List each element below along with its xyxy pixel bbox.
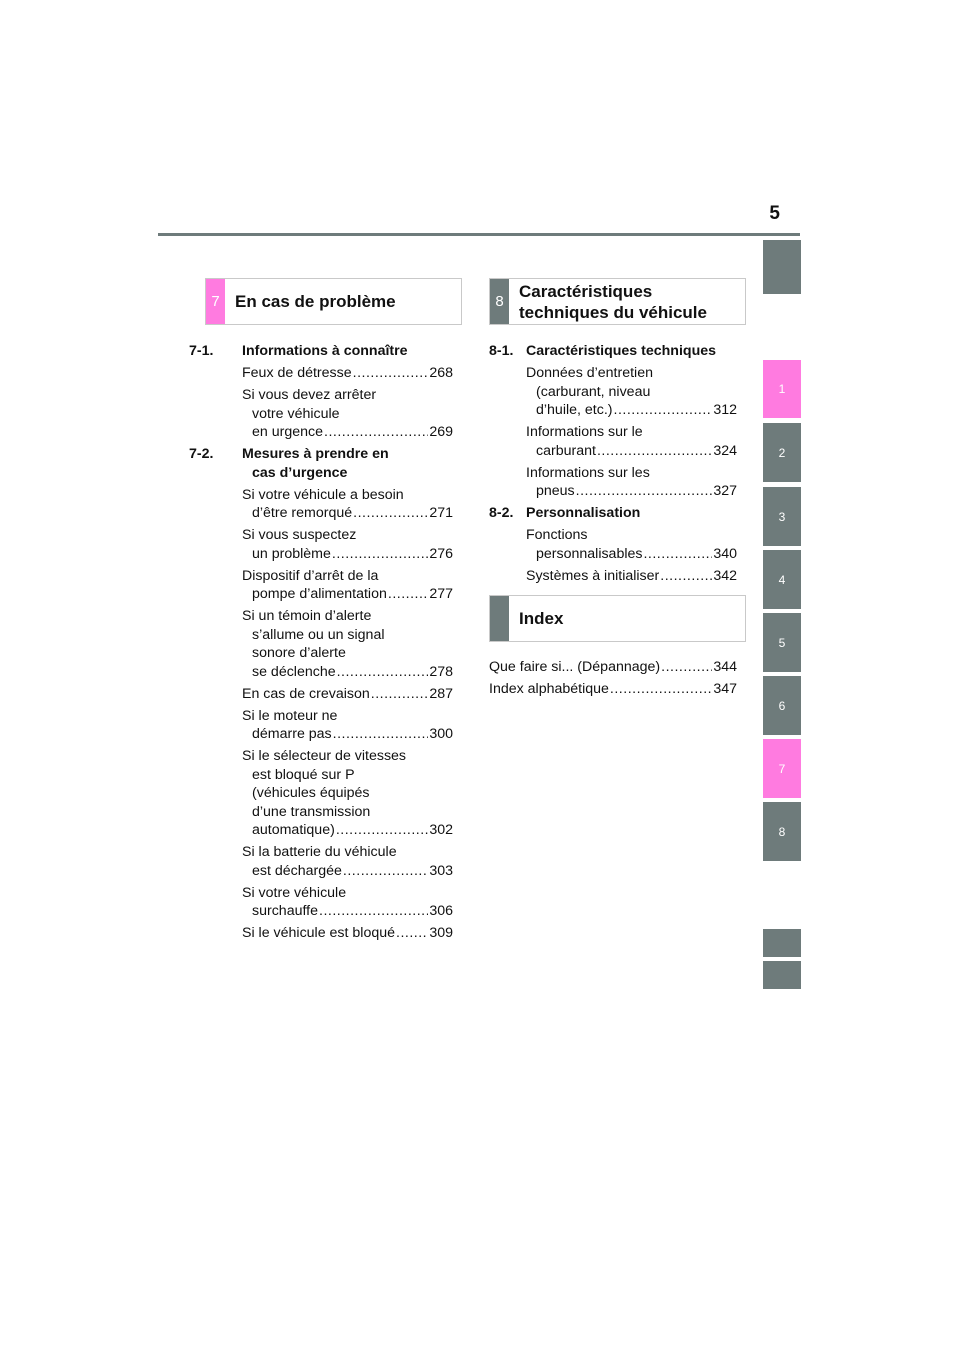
side-tab-6[interactable] xyxy=(763,676,801,735)
toc-page-number: 287 xyxy=(429,685,453,702)
section-7-header[interactable] xyxy=(205,278,462,325)
toc-page-number: 306 xyxy=(429,903,453,919)
toc-entry-text: automatique) xyxy=(252,822,335,838)
toc-entry-text: pneus xyxy=(536,483,575,499)
leader-dots xyxy=(333,725,429,744)
toc-entry-text: est bloqué sur P xyxy=(252,766,355,783)
index-section-title: Index xyxy=(519,609,564,628)
toc-entry-text: carburant xyxy=(536,442,596,459)
toc-entry[interactable] xyxy=(526,423,737,460)
toc-page-number: 312 xyxy=(713,402,737,418)
leader-dots xyxy=(343,862,428,881)
toc-entry[interactable] xyxy=(526,526,737,563)
toc-entry-text: démarre pas xyxy=(252,726,332,742)
toc-entry-text: Dispositif d’arrêt de la xyxy=(242,567,379,584)
toc-entry-text: Si le sélecteur de vitesses xyxy=(242,748,407,764)
section-7-title: En cas de problème xyxy=(235,292,396,311)
leader-dots xyxy=(332,545,428,564)
leader-dots xyxy=(336,821,429,840)
section-8-title-line: techniques du véhicule xyxy=(519,302,707,322)
toc-entry-text: Si le véhicule est bloqué xyxy=(242,925,396,941)
toc-entry[interactable] xyxy=(242,526,453,563)
toc-page-number: 303 xyxy=(429,862,453,879)
toc-entry-text: en urgence xyxy=(252,424,323,440)
toc-entry-text: Informations sur les xyxy=(526,464,650,481)
toc-entry-text: d’être remorqué xyxy=(252,505,353,521)
toc-page-number: 276 xyxy=(429,545,453,562)
subsection-title: Personnalisation xyxy=(526,505,641,521)
side-tab-2[interactable] xyxy=(763,423,801,482)
toc-entry[interactable] xyxy=(526,567,737,586)
side-tab-blank-lower-2[interactable] xyxy=(763,961,801,989)
toc-entry-text: Fonctions xyxy=(526,527,588,543)
toc-entry-text: Si vous devez arrêter xyxy=(242,387,377,403)
toc-page-number: 268 xyxy=(429,365,453,381)
toc-entry-text: s’allume ou un signal xyxy=(252,626,385,643)
toc-entry[interactable] xyxy=(526,364,737,420)
toc-entry-text: Si votre véhicule a besoin xyxy=(242,486,404,503)
toc-entry-text: personnalisables xyxy=(536,545,643,562)
side-tab-3[interactable] xyxy=(763,487,801,546)
toc-entry-text: d’une transmission xyxy=(252,803,371,820)
leader-dots xyxy=(388,585,428,604)
section-8-title-line: Caractéristiques xyxy=(519,281,653,301)
side-tab-1-label: 1 xyxy=(778,382,786,396)
side-tab-1[interactable] xyxy=(763,360,801,418)
leader-dots xyxy=(371,685,429,704)
toc-entry-text: Si le moteur ne xyxy=(242,707,338,724)
side-tab-blank-top[interactable] xyxy=(763,240,801,294)
toc-entry-text: sonore d’alerte xyxy=(252,645,346,661)
toc-entry-text: se déclenche xyxy=(252,663,336,680)
toc-page-number: 327 xyxy=(713,483,737,499)
toc-entry-text: est déchargée xyxy=(252,862,342,879)
toc-entry-text: d’huile, etc.) xyxy=(536,402,613,418)
toc-entry[interactable] xyxy=(242,486,453,523)
toc-entry[interactable] xyxy=(242,567,453,604)
side-tab-5[interactable] xyxy=(763,613,801,672)
toc-entry-text: Informations sur le xyxy=(526,424,643,440)
toc-page-number: 269 xyxy=(429,424,453,440)
toc-entry-text: Si un témoin d’alerte xyxy=(242,608,372,624)
subsection-number: 7-1. xyxy=(189,343,214,359)
toc-entry-text: En cas de crevaison xyxy=(242,685,370,702)
toc-entry-text: votre véhicule xyxy=(252,405,340,422)
side-tab-4-label: 4 xyxy=(778,572,786,587)
toc-page-number: 277 xyxy=(429,586,453,602)
subsection-number: 8-1. xyxy=(489,343,514,359)
leader-dots xyxy=(324,423,428,442)
toc-entry-text: Données d’entretien xyxy=(526,365,653,381)
toc-entry[interactable] xyxy=(242,364,453,383)
leader-dots xyxy=(597,442,712,461)
leader-dots xyxy=(661,658,712,677)
leader-dots xyxy=(576,482,713,501)
toc-entry[interactable] xyxy=(242,685,453,704)
toc-page-number: 300 xyxy=(429,726,453,742)
leader-dots xyxy=(396,924,428,943)
toc-entry-text: surchauffe xyxy=(252,903,318,919)
toc-page-number: 347 xyxy=(713,681,737,697)
toc-entry-text: Que faire si... (Dépannage) xyxy=(489,659,661,675)
toc-entry[interactable] xyxy=(489,680,737,699)
toc-entry[interactable] xyxy=(242,747,453,840)
leader-dots xyxy=(660,567,712,586)
toc-page-number: 278 xyxy=(429,663,453,680)
leader-dots xyxy=(353,364,429,383)
toc-entry-text: un problème xyxy=(252,545,331,562)
side-tab-7-label: 7 xyxy=(778,761,786,776)
toc-page-number: 302 xyxy=(429,822,453,838)
side-tab-4[interactable] xyxy=(763,550,801,609)
subsection-title: cas d’urgence xyxy=(252,464,348,481)
section-8-header[interactable] xyxy=(489,278,746,325)
toc-entry[interactable] xyxy=(242,924,453,943)
leader-dots xyxy=(643,545,712,564)
side-tab-5-label: 5 xyxy=(778,635,786,650)
leader-dots xyxy=(319,902,428,921)
subsection-heading[interactable] xyxy=(489,504,737,523)
toc-page-number: 340 xyxy=(713,545,737,562)
toc-entry-text: (véhicules équipés xyxy=(252,785,370,801)
index-section-header[interactable] xyxy=(489,595,746,642)
page-number: 5 xyxy=(769,203,780,224)
side-tab-8[interactable] xyxy=(763,802,801,861)
toc-page-number: 324 xyxy=(713,442,737,459)
toc-entry[interactable] xyxy=(242,386,453,442)
section-8-title xyxy=(509,279,707,324)
toc-entry[interactable] xyxy=(242,707,453,744)
side-tab-6-label: 6 xyxy=(778,698,786,713)
toc-entry-text: pompe d’alimentation xyxy=(252,586,387,602)
toc-entry[interactable] xyxy=(242,884,453,921)
toc-entry-text: Feux de détresse xyxy=(242,365,352,381)
leader-dots xyxy=(337,663,429,682)
side-tab-2-label: 2 xyxy=(778,445,786,460)
toc-entry-text: Index alphabétique xyxy=(489,681,609,697)
index-section-marker xyxy=(490,596,509,641)
side-tab-8-label: 8 xyxy=(778,824,786,839)
section-8-number: 8 xyxy=(490,279,509,324)
toc-page-number: 309 xyxy=(429,925,453,941)
toc-entry-text: Si votre véhicule xyxy=(242,884,347,901)
toc-page-number: 271 xyxy=(429,505,453,521)
side-tab-3-label: 3 xyxy=(778,509,786,524)
toc-entry[interactable] xyxy=(242,607,453,681)
toc-entry-text: Si vous suspectez xyxy=(242,527,357,543)
toc-entry-text: Systèmes à initialiser xyxy=(526,567,660,584)
toc-entry[interactable] xyxy=(489,658,737,677)
toc-entry[interactable] xyxy=(526,464,737,501)
section-7-toc xyxy=(189,342,453,946)
toc-page-number: 344 xyxy=(713,659,737,675)
header-divider xyxy=(158,233,800,236)
toc-page-number: 342 xyxy=(713,567,737,584)
toc-entry[interactable] xyxy=(242,843,453,880)
subsection-title: Mesures à prendre en xyxy=(242,446,389,462)
section-7-number: 7 xyxy=(206,279,225,324)
leader-dots xyxy=(614,401,713,420)
subsection-title: Caractéristiques techniques xyxy=(526,343,717,359)
leader-dots xyxy=(353,504,428,523)
subsection-heading[interactable] xyxy=(189,445,453,482)
toc-entry-text: (carburant, niveau xyxy=(536,383,651,400)
index-toc xyxy=(489,658,737,702)
subsection-heading[interactable] xyxy=(189,342,453,361)
subsection-number: 7-2. xyxy=(189,446,214,462)
section-8-toc xyxy=(489,342,737,589)
subsection-title: Informations à connaître xyxy=(242,343,408,359)
subsection-heading[interactable] xyxy=(489,342,737,361)
leader-dots xyxy=(610,680,712,699)
toc-entry-text: Si la batterie du véhicule xyxy=(242,844,397,860)
side-tab-7[interactable] xyxy=(763,739,801,798)
subsection-number: 8-2. xyxy=(489,505,514,521)
side-tab-blank-lower-1[interactable] xyxy=(763,929,801,957)
